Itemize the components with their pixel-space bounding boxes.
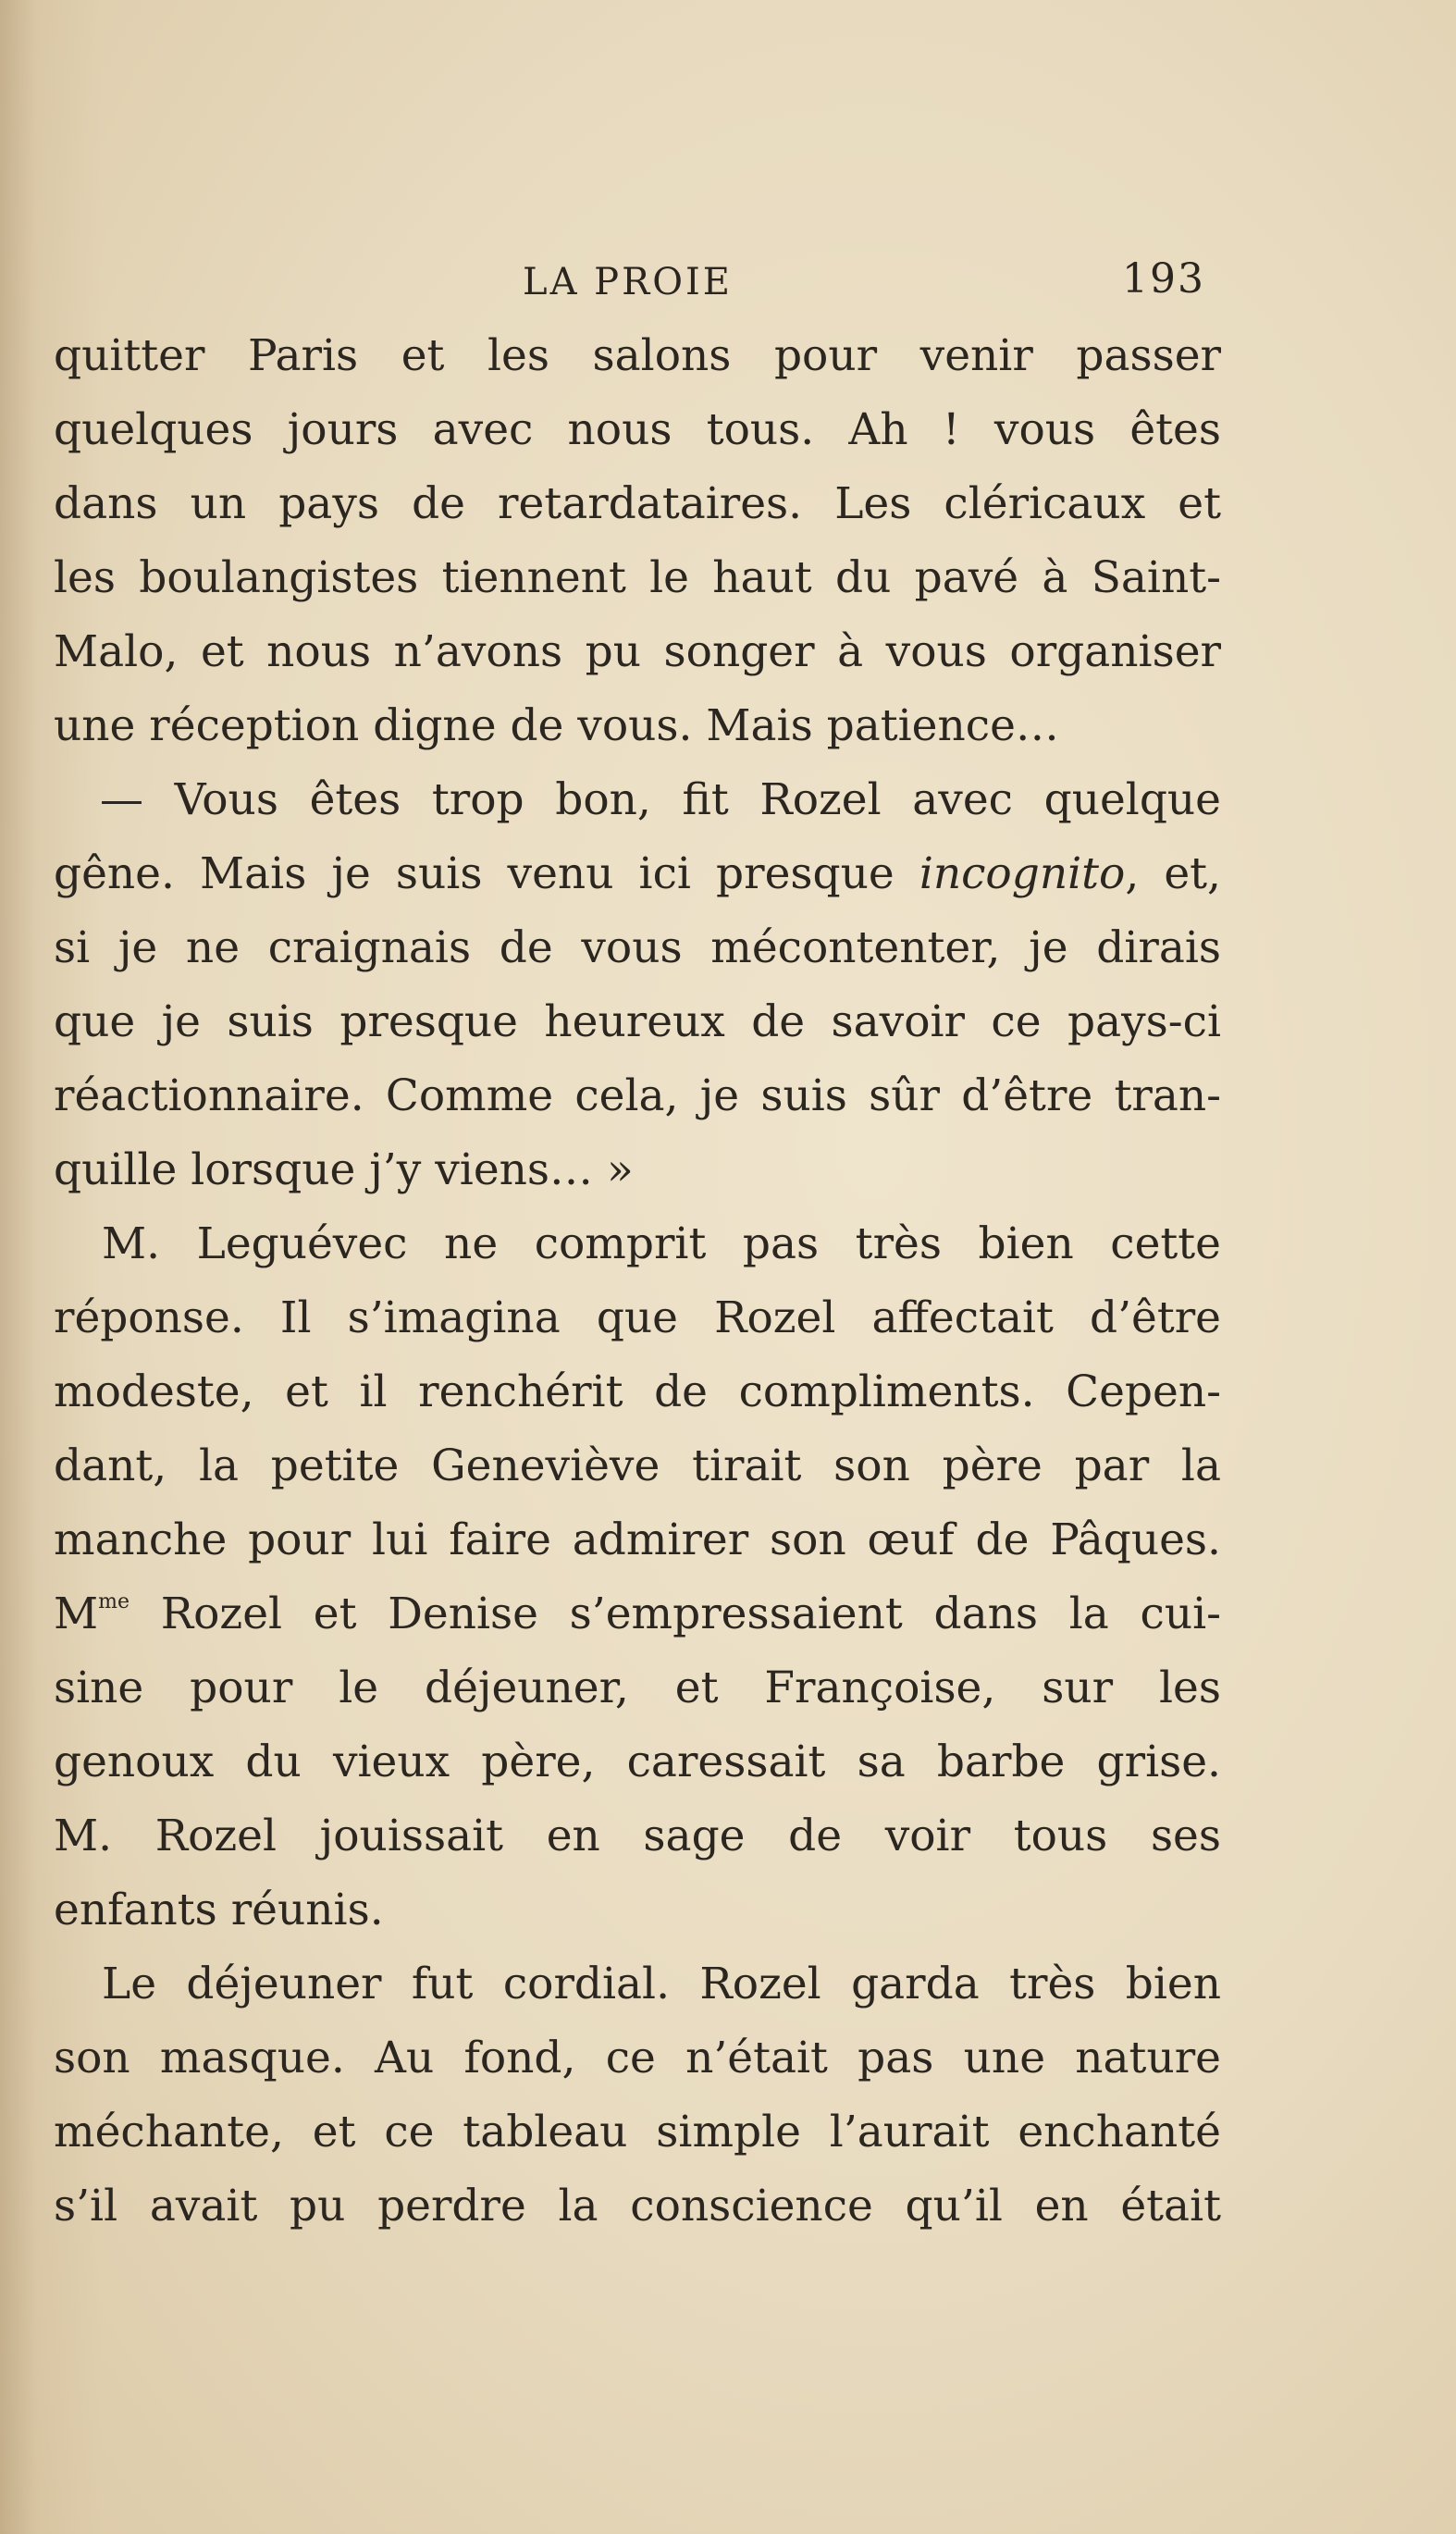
superscript: me: [98, 1590, 130, 1613]
italic-word: incognito: [919, 848, 1126, 899]
page-header: [0, 255, 1456, 311]
text-segment: M: [54, 1588, 99, 1639]
text-line: quelques jours avec nous tous. Ah ! vous êtes: [54, 404, 1221, 455]
text-segment: gêne. Mais je suis venu ici presque: [54, 848, 919, 899]
text-line: M. Leguévec ne comprit pas très bien cette: [102, 1218, 1221, 1269]
text-line: M. Rozel jouissait en sage de voir tous ses: [54, 1811, 1221, 1861]
text-line: dant, la petite Geneviève tirait son père par la: [54, 1440, 1221, 1491]
text-line: quitter Paris et les salons pour venir passer: [54, 330, 1221, 381]
text-line: réponse. Il s’imagina que Rozel affectait d’être: [54, 1292, 1221, 1343]
text-segment: Rozel et Denise s’empressaient dans la cui-: [130, 1588, 1221, 1639]
text-line: — Vous êtes trop bon, fit Rozel avec quelque: [100, 774, 1221, 825]
text-line: dans un pays de retardataires. Les cléricaux et: [54, 478, 1221, 529]
text-line: méchante, et ce tableau simple l’aurait enchanté: [54, 2107, 1221, 2157]
text-segment: , et,: [1125, 848, 1221, 899]
text-line: manche pour lui faire admirer son œuf de Pâques.: [54, 1514, 1221, 1565]
text-line: sine pour le déjeuner, et Françoise, sur les: [54, 1663, 1221, 1713]
text-line: modeste, et il renchérit de compliments. Cepen-: [54, 1366, 1221, 1417]
text-line: quille lorsque j’y viens… »: [54, 1144, 634, 1195]
text-line: s’il avait pu perdre la conscience qu’il en était: [54, 2181, 1221, 2231]
text-line: Le déjeuner fut cordial. Rozel garda très bien: [102, 1959, 1221, 2009]
text-line: que je suis presque heureux de savoir ce pays-ci: [54, 996, 1221, 1047]
text-line: une réception digne de vous. Mais patience…: [54, 700, 1059, 751]
text-line: Malo, et nous n’avons pu songer à vous organiser: [54, 626, 1221, 677]
text-line: genoux du vieux père, caressait sa barbe grise.: [54, 1737, 1221, 1787]
text-line: [54, 837, 1221, 911]
text-line: si je ne craignais de vous mécontenter, je dirais: [54, 922, 1221, 973]
text-line: réactionnaire. Comme cela, je suis sûr d’être tran-: [54, 1070, 1221, 1121]
text-line: [54, 1577, 1221, 1651]
text-line: son masque. Au fond, ce n’était pas une nature: [54, 2033, 1221, 2083]
running-title: LA PROIE: [523, 261, 733, 303]
body-text: [54, 319, 1221, 2244]
text-line: les boulangistes tiennent le haut du pavé à Saint-: [54, 552, 1221, 603]
page-number: 193: [1122, 255, 1205, 303]
text-line: enfants réunis.: [54, 1885, 384, 1935]
